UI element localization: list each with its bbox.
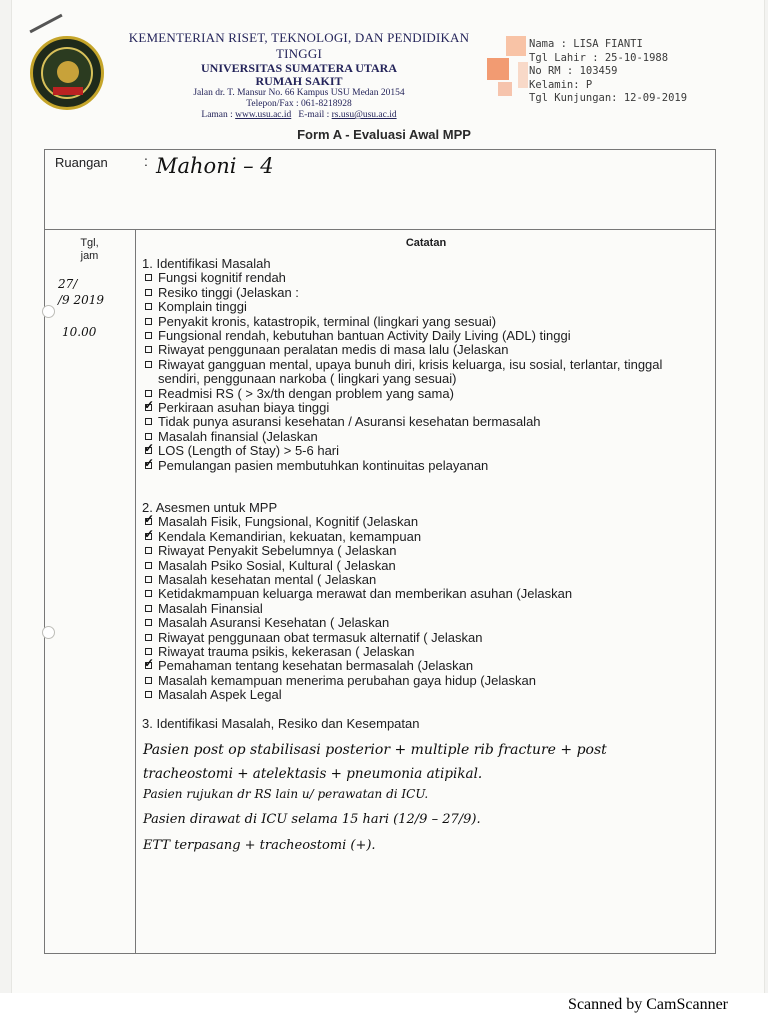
checkbox[interactable] (145, 648, 152, 655)
handwritten-date-day: 27/ (58, 277, 78, 291)
checklist-item[interactable] (142, 387, 706, 401)
stamp-mark (498, 82, 512, 96)
handwritten-date[interactable] (58, 276, 104, 308)
checklist-item-label: Riwayat penggunaan peralatan medis di masa lalu (Jelaskan (158, 342, 509, 358)
checkmark-icon: ✓ (144, 656, 155, 671)
punch-hole (42, 305, 55, 318)
checklist-item[interactable] (142, 616, 572, 630)
email-label: E-mail : (298, 110, 330, 120)
checklist-item[interactable] (142, 358, 706, 387)
checklist-item-label: Tidak punya asuransi kesehatan / Asuransi kesehatan bermasalah (158, 414, 541, 430)
table-divider (44, 229, 716, 230)
logo-emblem-icon (57, 61, 79, 83)
university-name: UNIVERSITAS SUMATERA UTARA (200, 61, 398, 75)
handwritten-time[interactable]: 10.00 (62, 325, 97, 339)
scanner-watermark: Scanned by CamScanner (568, 996, 728, 1013)
checklist-item-label: Riwayat penggunaan obat termasuk alternatif ( Jelaskan (158, 629, 483, 645)
checklist-item-label: Riwayat Penyakit Sebelumnya ( Jelaskan (158, 543, 397, 559)
checklist-item-label: Resiko tinggi (Jelaskan : (158, 284, 299, 300)
checklist-item-label: Riwayat trauma psikis, kekerasan ( Jelaskan (158, 644, 415, 660)
handwritten-note-line[interactable]: ETT terpasang + tracheostomi (+). (143, 838, 376, 853)
checkbox[interactable] (145, 318, 152, 325)
checkbox[interactable] (145, 562, 152, 569)
logo-banner (53, 87, 83, 95)
ruangan-colon: : (144, 153, 148, 169)
checkmark-icon: ✓ (144, 455, 155, 470)
checkbox[interactable] (145, 547, 152, 554)
checklist-item[interactable] (142, 573, 572, 587)
handwritten-note-line[interactable]: Pasien post op stabilisasi posterior + multiple rib fracture + post (143, 742, 607, 758)
checklist-item[interactable] (142, 526, 572, 544)
section3-title: 3. Identifikasi Masalah, Resiko dan Kesempatan (142, 716, 420, 731)
checklist-item[interactable] (142, 343, 706, 357)
checkbox[interactable] (145, 576, 152, 583)
checkbox[interactable] (145, 274, 152, 281)
handwritten-date-month-year: /9 2019 (58, 293, 105, 307)
checklist-item[interactable] (142, 398, 706, 416)
checklist-item-label: LOS (Length of Stay) > 5-6 hari (158, 443, 340, 459)
patient-name: Nama : LISA FIANTI (529, 38, 643, 50)
checklist-item-label: Kendala Kemandirian, kekuatan, kemampuan (158, 528, 422, 544)
checklist-item[interactable] (142, 415, 706, 429)
patient-dob: Tgl Lahir : 25-10-1988 (529, 51, 669, 64)
stamp-mark (518, 62, 528, 88)
checklist-item-label: Masalah finansial (Jelaskan (158, 428, 318, 444)
checklist-item-label: Masalah kesehatan mental ( Jelaskan (158, 572, 377, 588)
checkbox[interactable] (145, 605, 152, 612)
checkbox[interactable] (145, 590, 152, 597)
punch-hole (42, 626, 55, 639)
handwritten-note-line[interactable]: tracheostomi + atelektasis + pneumonia atipikal. (143, 766, 483, 782)
checklist-item[interactable] (142, 455, 706, 473)
checklist-item-label: Masalah Aspek Legal (158, 687, 282, 703)
checklist-item[interactable] (142, 271, 706, 285)
institution-header (112, 30, 486, 121)
checkbox[interactable] (145, 361, 152, 368)
checklist-item[interactable] (142, 430, 706, 444)
patient-rm: No RM : 103459 (529, 65, 618, 77)
section1-title: 1. Identifikasi Masalah (142, 256, 271, 271)
date-time-header (44, 237, 135, 263)
checklist-item[interactable] (142, 315, 706, 329)
checklist-item[interactable] (142, 602, 572, 616)
checklist-item[interactable] (142, 329, 706, 343)
checklist-item-label: Masalah Asuransi Kesehatan ( Jelaskan (158, 615, 390, 631)
university-logo (30, 36, 104, 110)
checklist-item[interactable] (142, 587, 572, 601)
checklist-item-label: Masalah kemampuan menerima perubahan gaya hidup (Jelaskan (158, 672, 536, 688)
section1-checklist (142, 271, 706, 473)
section-identifikasi-masalah (142, 257, 706, 473)
ruangan-label: Ruangan (55, 155, 108, 170)
checklist-item[interactable] (142, 559, 572, 573)
hospital-address: Jalan dr. T. Mansur No. 66 Kampus USU Medan 20154 (193, 88, 405, 98)
checkmark-icon: ✓ (144, 398, 155, 413)
column-divider (135, 229, 136, 954)
checkbox[interactable] (145, 390, 152, 397)
web-label: Laman : (201, 110, 233, 120)
checklist-item[interactable] (142, 688, 572, 702)
checklist-item[interactable] (142, 544, 572, 558)
checkmark-icon: ✓ (144, 441, 155, 456)
web-link[interactable]: www.usu.ac.id (235, 110, 292, 120)
checkbox[interactable] (145, 332, 152, 339)
checkmark-icon: ✓ (144, 526, 155, 541)
checklist-item[interactable] (142, 286, 706, 300)
hospital-phone: Telepon/Fax : 061-8218928 (246, 99, 352, 109)
email-link[interactable]: rs.usu@usu.ac.id (331, 110, 397, 120)
checklist-item-label: Ketidakmampuan keluarga merawat dan memberikan asuhan (Jelaskan (158, 586, 573, 602)
checkmark-icon: ✓ (144, 512, 155, 527)
checklist-item-label: Pemulangan pasien membutuhkan kontinuitas pelayanan (158, 457, 489, 473)
hospital-name: RUMAH SAKIT (255, 74, 343, 88)
stamp-mark (506, 36, 526, 56)
section2-checklist (142, 512, 573, 703)
tgl-label: Tgl, (80, 237, 99, 249)
checkbox[interactable] (145, 677, 152, 684)
section-asesmen-mpp (142, 501, 572, 703)
checkbox[interactable] (145, 289, 152, 296)
checkbox[interactable] (145, 619, 152, 626)
section2-title: 2. Asesmen untuk MPP (142, 500, 278, 515)
checklist-item[interactable] (142, 656, 572, 674)
checkbox[interactable] (145, 346, 152, 353)
checklist-item[interactable] (142, 441, 706, 459)
checklist-item[interactable] (142, 512, 572, 530)
hospital-web-line (112, 110, 486, 121)
stamp-mark (487, 58, 509, 80)
checkbox[interactable] (145, 433, 152, 440)
checklist-item-label: Pemahaman tentang kesehatan bermasalah (Jelaskan (158, 658, 474, 674)
handwritten-note-line[interactable]: Pasien rujukan dr RS lain u/ perawatan di ICU. (143, 787, 429, 801)
patient-sex: Kelamin: P (529, 78, 593, 91)
catatan-header: Catatan (405, 237, 447, 249)
checkbox[interactable] (145, 691, 152, 698)
checklist-item-label: Komplain tinggi (158, 299, 247, 315)
checklist-item-label: Masalah Psiko Sosial, Kultural ( Jelaskan (158, 557, 396, 573)
form-title: Form A - Evaluasi Awal MPP (297, 127, 471, 142)
jam-label: jam (80, 250, 99, 262)
checklist-item[interactable] (142, 300, 706, 314)
checklist-item[interactable] (142, 631, 572, 645)
checklist-item-label: Penyakit kronis, katastropik, terminal (lingkari yang sesuai) (158, 313, 497, 329)
checklist-item-label: Fungsional rendah, kebutuhan bantuan Activity Daily Living (ADL) tinggi (158, 328, 571, 344)
checkbox[interactable] (145, 634, 152, 641)
checklist-item-label: Perkiraan asuhan biaya tinggi (158, 400, 330, 416)
checkbox[interactable] (145, 303, 152, 310)
ministry-name: KEMENTERIAN RISET, TEKNOLOGI, DAN PENDIDIKAN TINGGI (128, 30, 470, 61)
checklist-item-label: Masalah Finansial (158, 600, 263, 616)
patient-label (529, 38, 729, 106)
checklist-item[interactable] (142, 645, 572, 659)
patient-visit-date: Tgl Kunjungan: 12-09-2019 (529, 92, 688, 104)
checklist-item-label: Readmisi RS ( > 3x/th dengan problem yang sama) (158, 385, 454, 401)
ruangan-value[interactable]: Mahoni – 4 (156, 154, 274, 178)
checklist-item-label: Riwayat gangguan mental, upaya bunuh diri, krisis keluarga, isu sosial, terlantar, tinggal sendiri, penggunaan narkoba ( lingkari yang sesuai) (158, 356, 663, 387)
checklist-item-label: Fungsi kognitif rendah (158, 270, 286, 286)
checklist-item-label: Masalah Fisik, Fungsional, Kognitif (Jelaskan (158, 514, 419, 530)
handwritten-note-line[interactable]: Pasien dirawat di ICU selama 15 hari (12/9 – 27/9). (143, 812, 481, 827)
checkbox[interactable] (145, 418, 152, 425)
checklist-item[interactable] (142, 674, 572, 688)
